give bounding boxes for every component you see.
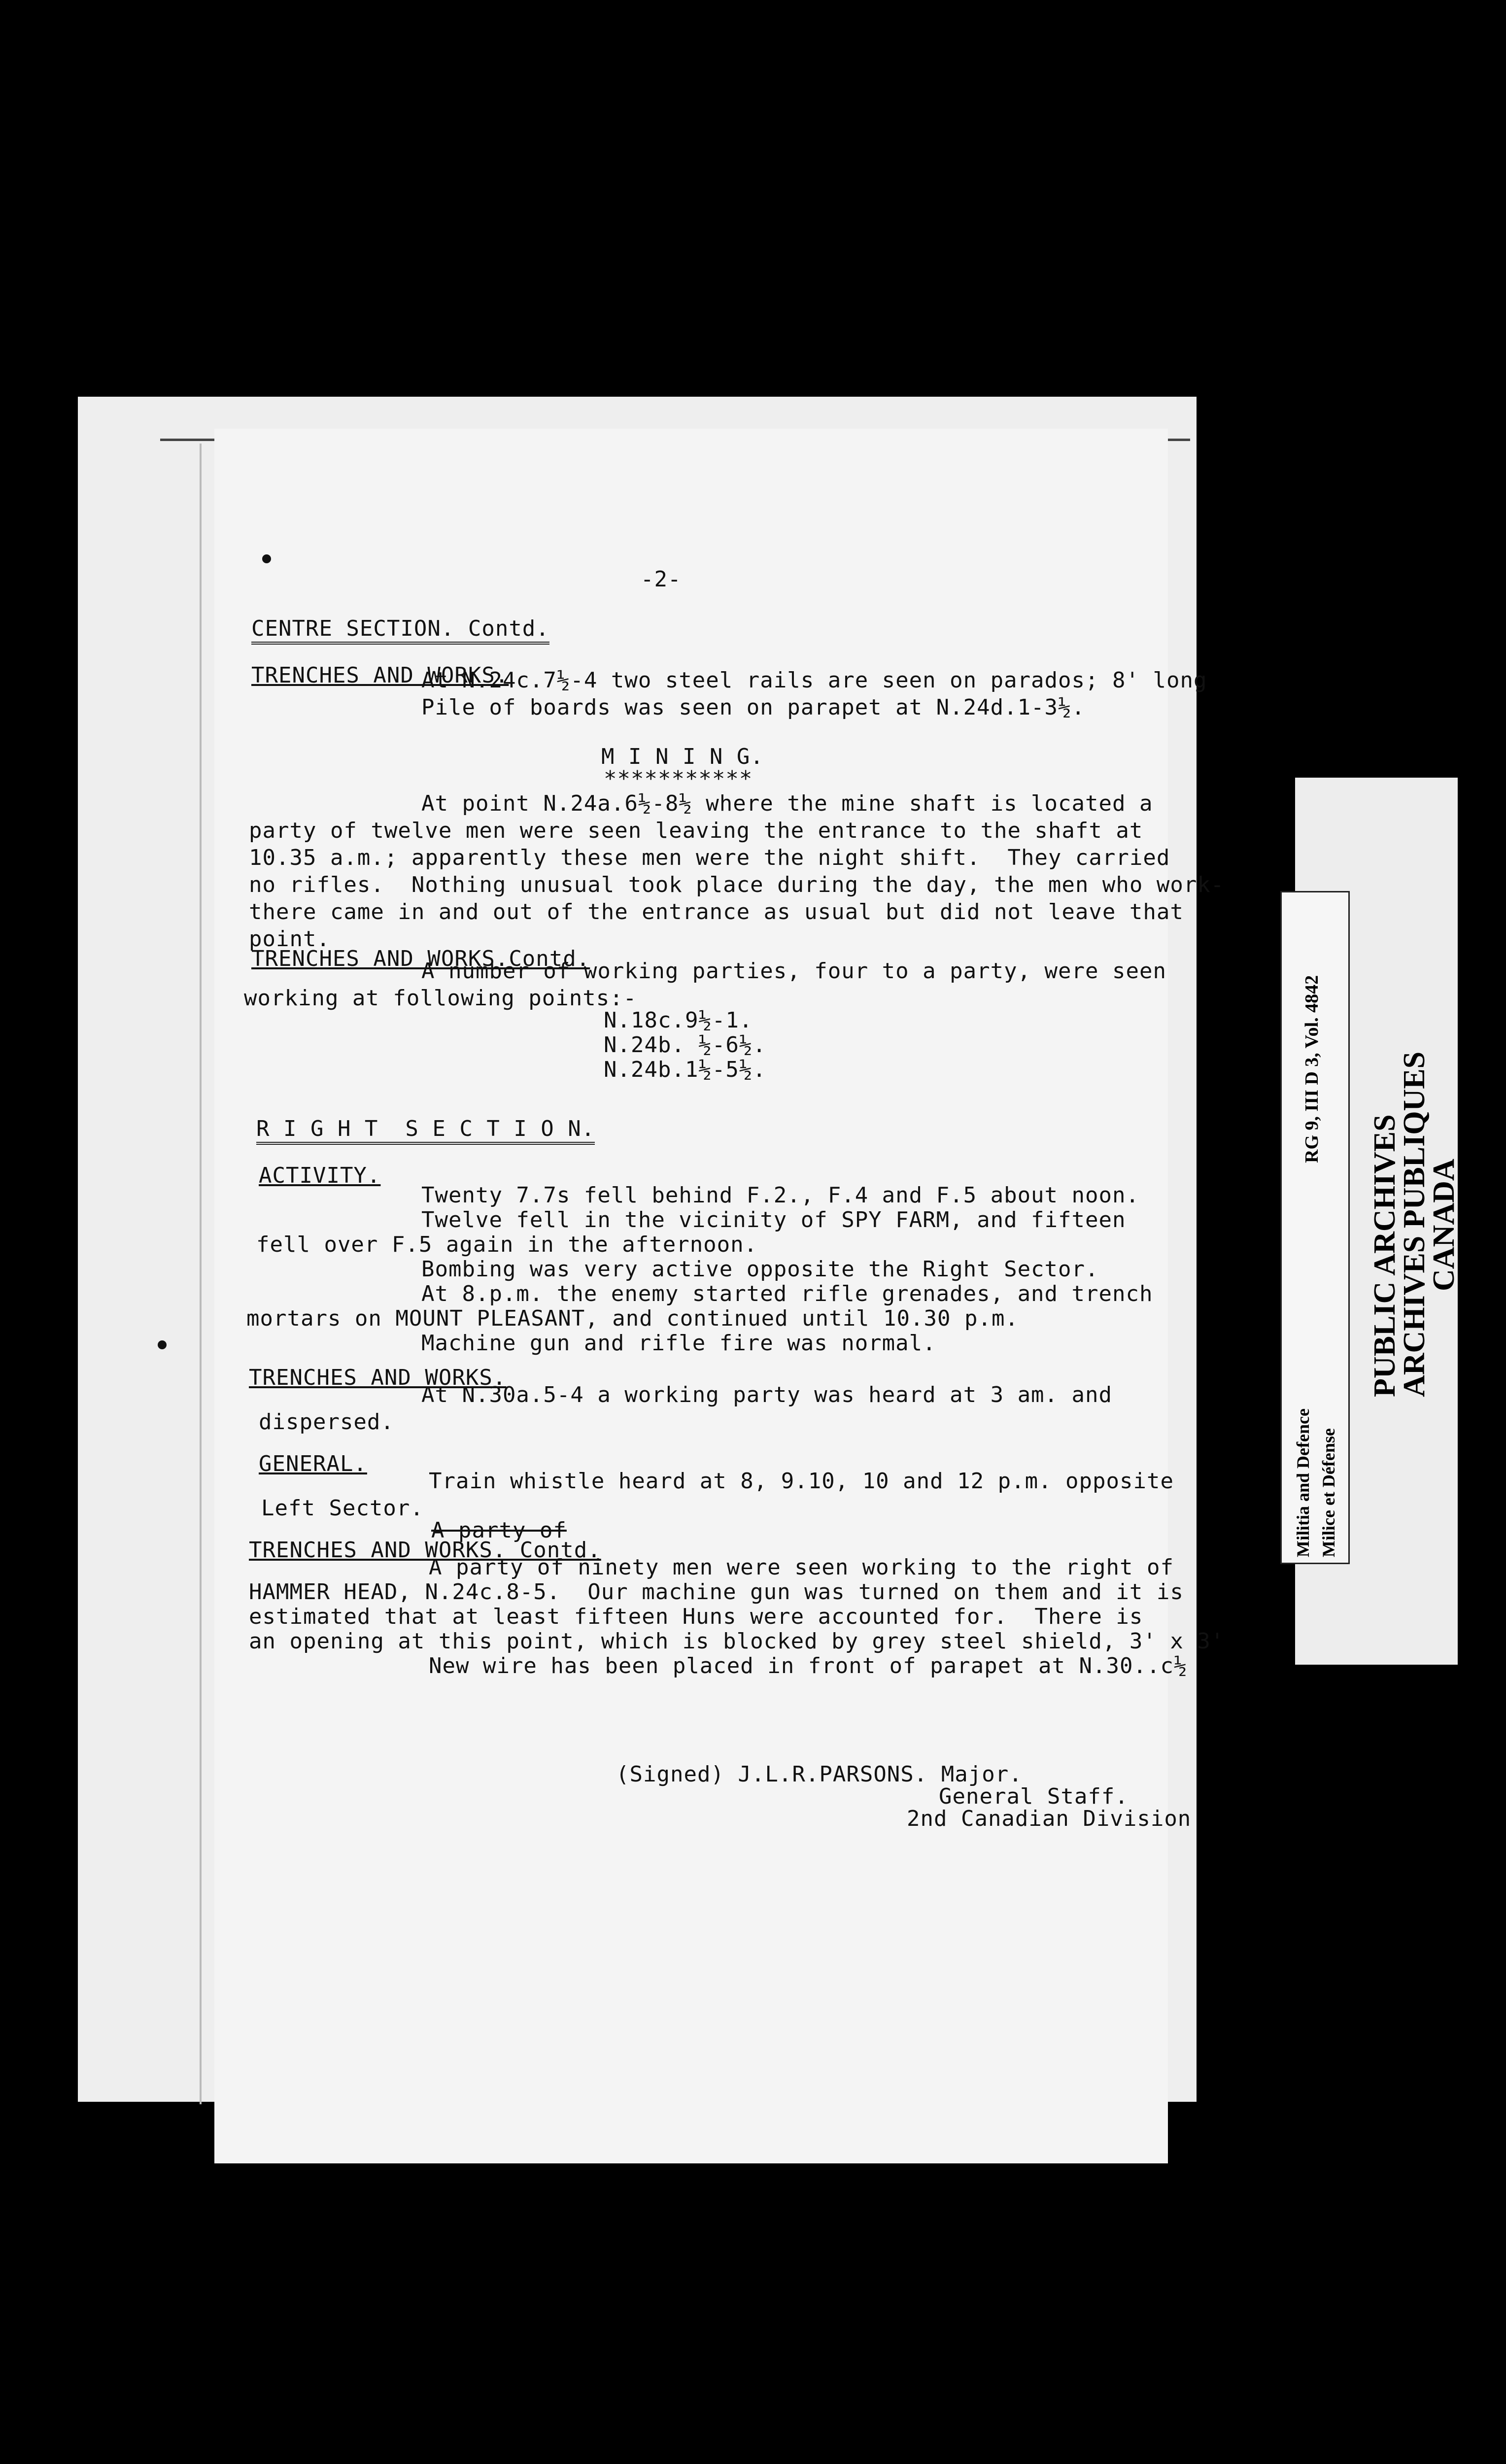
section-heading-centre: CENTRE SECTION. Contd.: [251, 616, 549, 645]
paragraph-line: A number of working parties, four to a party, were seen: [421, 958, 1166, 984]
grid-point: N.24b. ½-6½.: [604, 1032, 766, 1058]
page-number: -2-: [641, 567, 682, 592]
archive-dept-en: Militia and Defence: [1293, 1408, 1313, 1557]
heading-activity: ACTIVITY.: [259, 1163, 381, 1188]
archive-title-en: PUBLIC ARCHIVES: [1368, 1114, 1402, 1397]
punch-hole: [262, 554, 271, 563]
heading-trenches-works-1: TRENCHES AND WORKS.: [251, 663, 509, 688]
heading-mining-underline: ***********: [604, 766, 753, 791]
paragraph-line: Bombing was very active opposite the Right Sector.: [421, 1257, 1099, 1282]
paragraph-line: Twelve fell in the vicinity of SPY FARM, and fifteen: [421, 1207, 1126, 1232]
paragraph-line: mortars on MOUNT PLEASANT, and continued until 10.30 p.m.: [246, 1306, 1019, 1331]
paragraph-line: point.: [249, 926, 330, 952]
section-heading-right: R I G H T S E C T I O N.: [256, 1116, 595, 1145]
paragraph-line: At 8.p.m. the enemy started rifle grenades, and trench: [421, 1281, 1153, 1306]
paragraph-line: New wire has been placed in front of parapet at N.30..c½: [429, 1653, 1188, 1678]
grid-point: N.24b.1½-5½.: [604, 1057, 766, 1082]
paragraph-line: At N.30a.5-4 a working party was heard at 3 am. and: [421, 1382, 1113, 1407]
archive-country: CANADA: [1427, 1159, 1461, 1291]
grid-point: N.18c.9½-1.: [604, 1008, 753, 1033]
paragraph-line: an opening at this point, which is blocked by grey steel shield, 3' x 3': [249, 1629, 1225, 1654]
paragraph-line: Pile of boards was seen on parapet at N.24d.1-3½.: [421, 695, 1086, 720]
paragraph-line: At N.24c.7½-4 two steel rails are seen on parados; 8' long: [421, 668, 1207, 693]
archive-dept-fr: Milice et Défense: [1319, 1428, 1338, 1557]
heading-trenches-works-3: TRENCHES AND WORKS.: [249, 1365, 507, 1390]
archive-reference: RG 9, III D 3, Vol. 4842: [1301, 975, 1322, 1163]
struck-text: A party of: [431, 1518, 567, 1543]
punch-hole: [158, 1340, 167, 1349]
paragraph-line: fell over F.5 again in the afternoon.: [256, 1232, 758, 1257]
paragraph-line: there came in and out of the entrance as usual but did not leave that: [249, 899, 1184, 924]
paragraph-line: 10.35 a.m.; apparently these men were the night shift. They carried: [249, 845, 1170, 870]
paragraph-line: working at following points:-: [244, 986, 637, 1011]
signature: (Signed) J.L.R.PARSONS. Major.: [616, 1762, 1023, 1787]
signature-unit: 2nd Canadian Division: [907, 1806, 1192, 1831]
paragraph-line: no rifles. Nothing unusual took place during the day, the men who work-: [249, 872, 1225, 897]
paragraph-line: Left Sector.: [261, 1496, 424, 1521]
paragraph-line: party of twelve men were seen leaving the entrance to the shaft at: [249, 818, 1143, 843]
paragraph-line: dispersed.: [259, 1409, 394, 1435]
back-sheet-margin: [200, 444, 202, 2104]
paragraph-line: estimated that at least fifteen Huns were accounted for. There is: [249, 1604, 1143, 1629]
signature-title: General Staff.: [939, 1784, 1129, 1809]
paragraph-line: Twenty 7.7s fell behind F.2., F.4 and F.5 about noon.: [421, 1183, 1139, 1208]
heading-trenches-works-4: TRENCHES AND WORKS. Contd.: [249, 1538, 601, 1563]
paragraph-line: HAMMER HEAD, N.24c.8-5. Our machine gun was turned on them and it is: [249, 1579, 1184, 1605]
paragraph-line: Machine gun and rifle fire was normal.: [421, 1331, 936, 1356]
heading-trenches-works-2: TRENCHES AND WORKS.Contd.: [251, 946, 590, 971]
heading-mining: M I N I N G.: [601, 744, 764, 769]
paragraph-line: A party of ninety men were seen working to the right of: [429, 1555, 1174, 1580]
heading-general: GENERAL.: [259, 1451, 367, 1476]
paragraph-line: Train whistle heard at 8, 9.10, 10 and 12 p.m. opposite: [429, 1469, 1174, 1494]
paragraph-line: At point N.24a.6½-8½ where the mine shaft is located a: [421, 791, 1153, 816]
archive-title-fr: ARCHIVES PUBLIQUES: [1398, 1051, 1431, 1397]
